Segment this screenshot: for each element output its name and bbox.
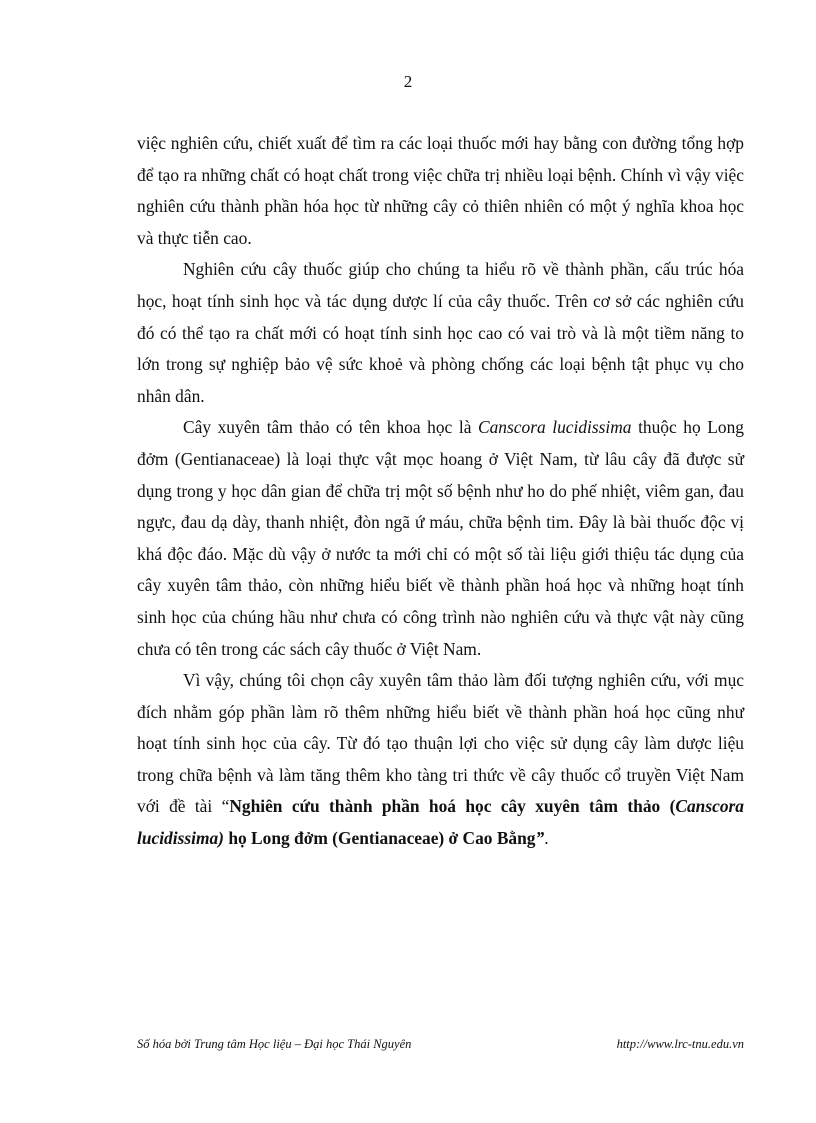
paragraph-4-text: Vì vậy, chúng tôi chọn cây xuyên tâm thảo làm đối tượng nghiên cứu, với mục đích nhằm góp phần làm rõ thêm những hiểu biết về thành phần hoá học cũng như hoạt tính sinh học của cây. Từ đó tạo thuận lợi cho việc sử dụng cây làm dược liệu trong chữa bệnh và làm tăng thêm kho tàng tri thức về cây thuốc cổ truyền Việt Nam với đề tài “ xyxy=(137,670,744,817)
thesis-title-species: Canscora lucidissima) xyxy=(137,796,744,849)
footer-url: http://www.lrc-tnu.edu.vn xyxy=(616,1037,744,1051)
paragraph-4 xyxy=(137,665,744,855)
page-number: 2 xyxy=(403,72,413,91)
paragraph-3 xyxy=(137,412,744,665)
thesis-title-close-quote: ” xyxy=(535,828,545,849)
footer-source: Số hóa bởi Trung tâm Học liệu – Đại học Thái Nguyên xyxy=(137,1037,412,1051)
thesis-title-start: Nghiên cứu thành phần hoá học cây xuyên tâm thảo ( xyxy=(229,796,676,817)
document-body xyxy=(137,128,744,855)
thesis-title xyxy=(137,796,744,848)
paragraph-3-text-end: thuộc họ Long đởm (Gentianaceae) là loại thực vật mọc hoang ở Việt Nam, từ lâu cây đã được sử dụng trong y học dân gian để chữa trị một số bệnh như ho do phế nhiệt, viêm gan, đau ngực, đau dạ dày, thanh nhiệt, đòn ngã ứ máu, chữa bệnh tim. Đây là bài thuốc độc vị khá độc đáo. Mặc dù vậy ở nước ta mới chỉ có một số tài liệu giới thiệu tác dụng của cây xuyên tâm thảo, còn những hiểu biết về thành phần hoá học và những hoạt tính sinh học của chúng hầu như chưa có công trình nào nghiên cứu và thực vật này cũng chưa có tên trong các sách cây thuốc ở Việt Nam. xyxy=(137,417,745,659)
species-name: Canscora lucidissima xyxy=(478,417,632,438)
paragraph-3-text-start: Cây xuyên tâm thảo có tên khoa học là xyxy=(183,417,479,438)
paragraph-2: Nghiên cứu cây thuốc giúp cho chúng ta hiểu rõ về thành phần, cấu trúc hóa học, hoạt tính sinh học và tác dụng dược lí của cây thuốc. Trên cơ sở các nghiên cứu đó có thể tạo ra chất mới có hoạt tính sinh học cao có vai trò và là một tiềm năng to lớn trong sự nghiệp bảo vệ sức khoẻ và phòng chống các loại bệnh tật phục vụ cho nhân dân. xyxy=(137,259,744,406)
paragraph-1: việc nghiên cứu, chiết xuất để tìm ra các loại thuốc mới hay bằng con đường tổng hợp để tạo ra những chất có hoạt chất trong việc chữa trị nhiều loại bệnh. Chính vì vậy việc nghiên cứu thành phần hóa học từ những cây cỏ thiên nhiên có một ý nghĩa khoa học và thực tiễn cao. xyxy=(137,133,744,248)
thesis-title-end: họ Long đởm (Gentianaceae) ở Cao Bằng xyxy=(223,828,536,849)
paragraph-4-period: . xyxy=(544,828,549,849)
page-footer xyxy=(137,1037,744,1052)
